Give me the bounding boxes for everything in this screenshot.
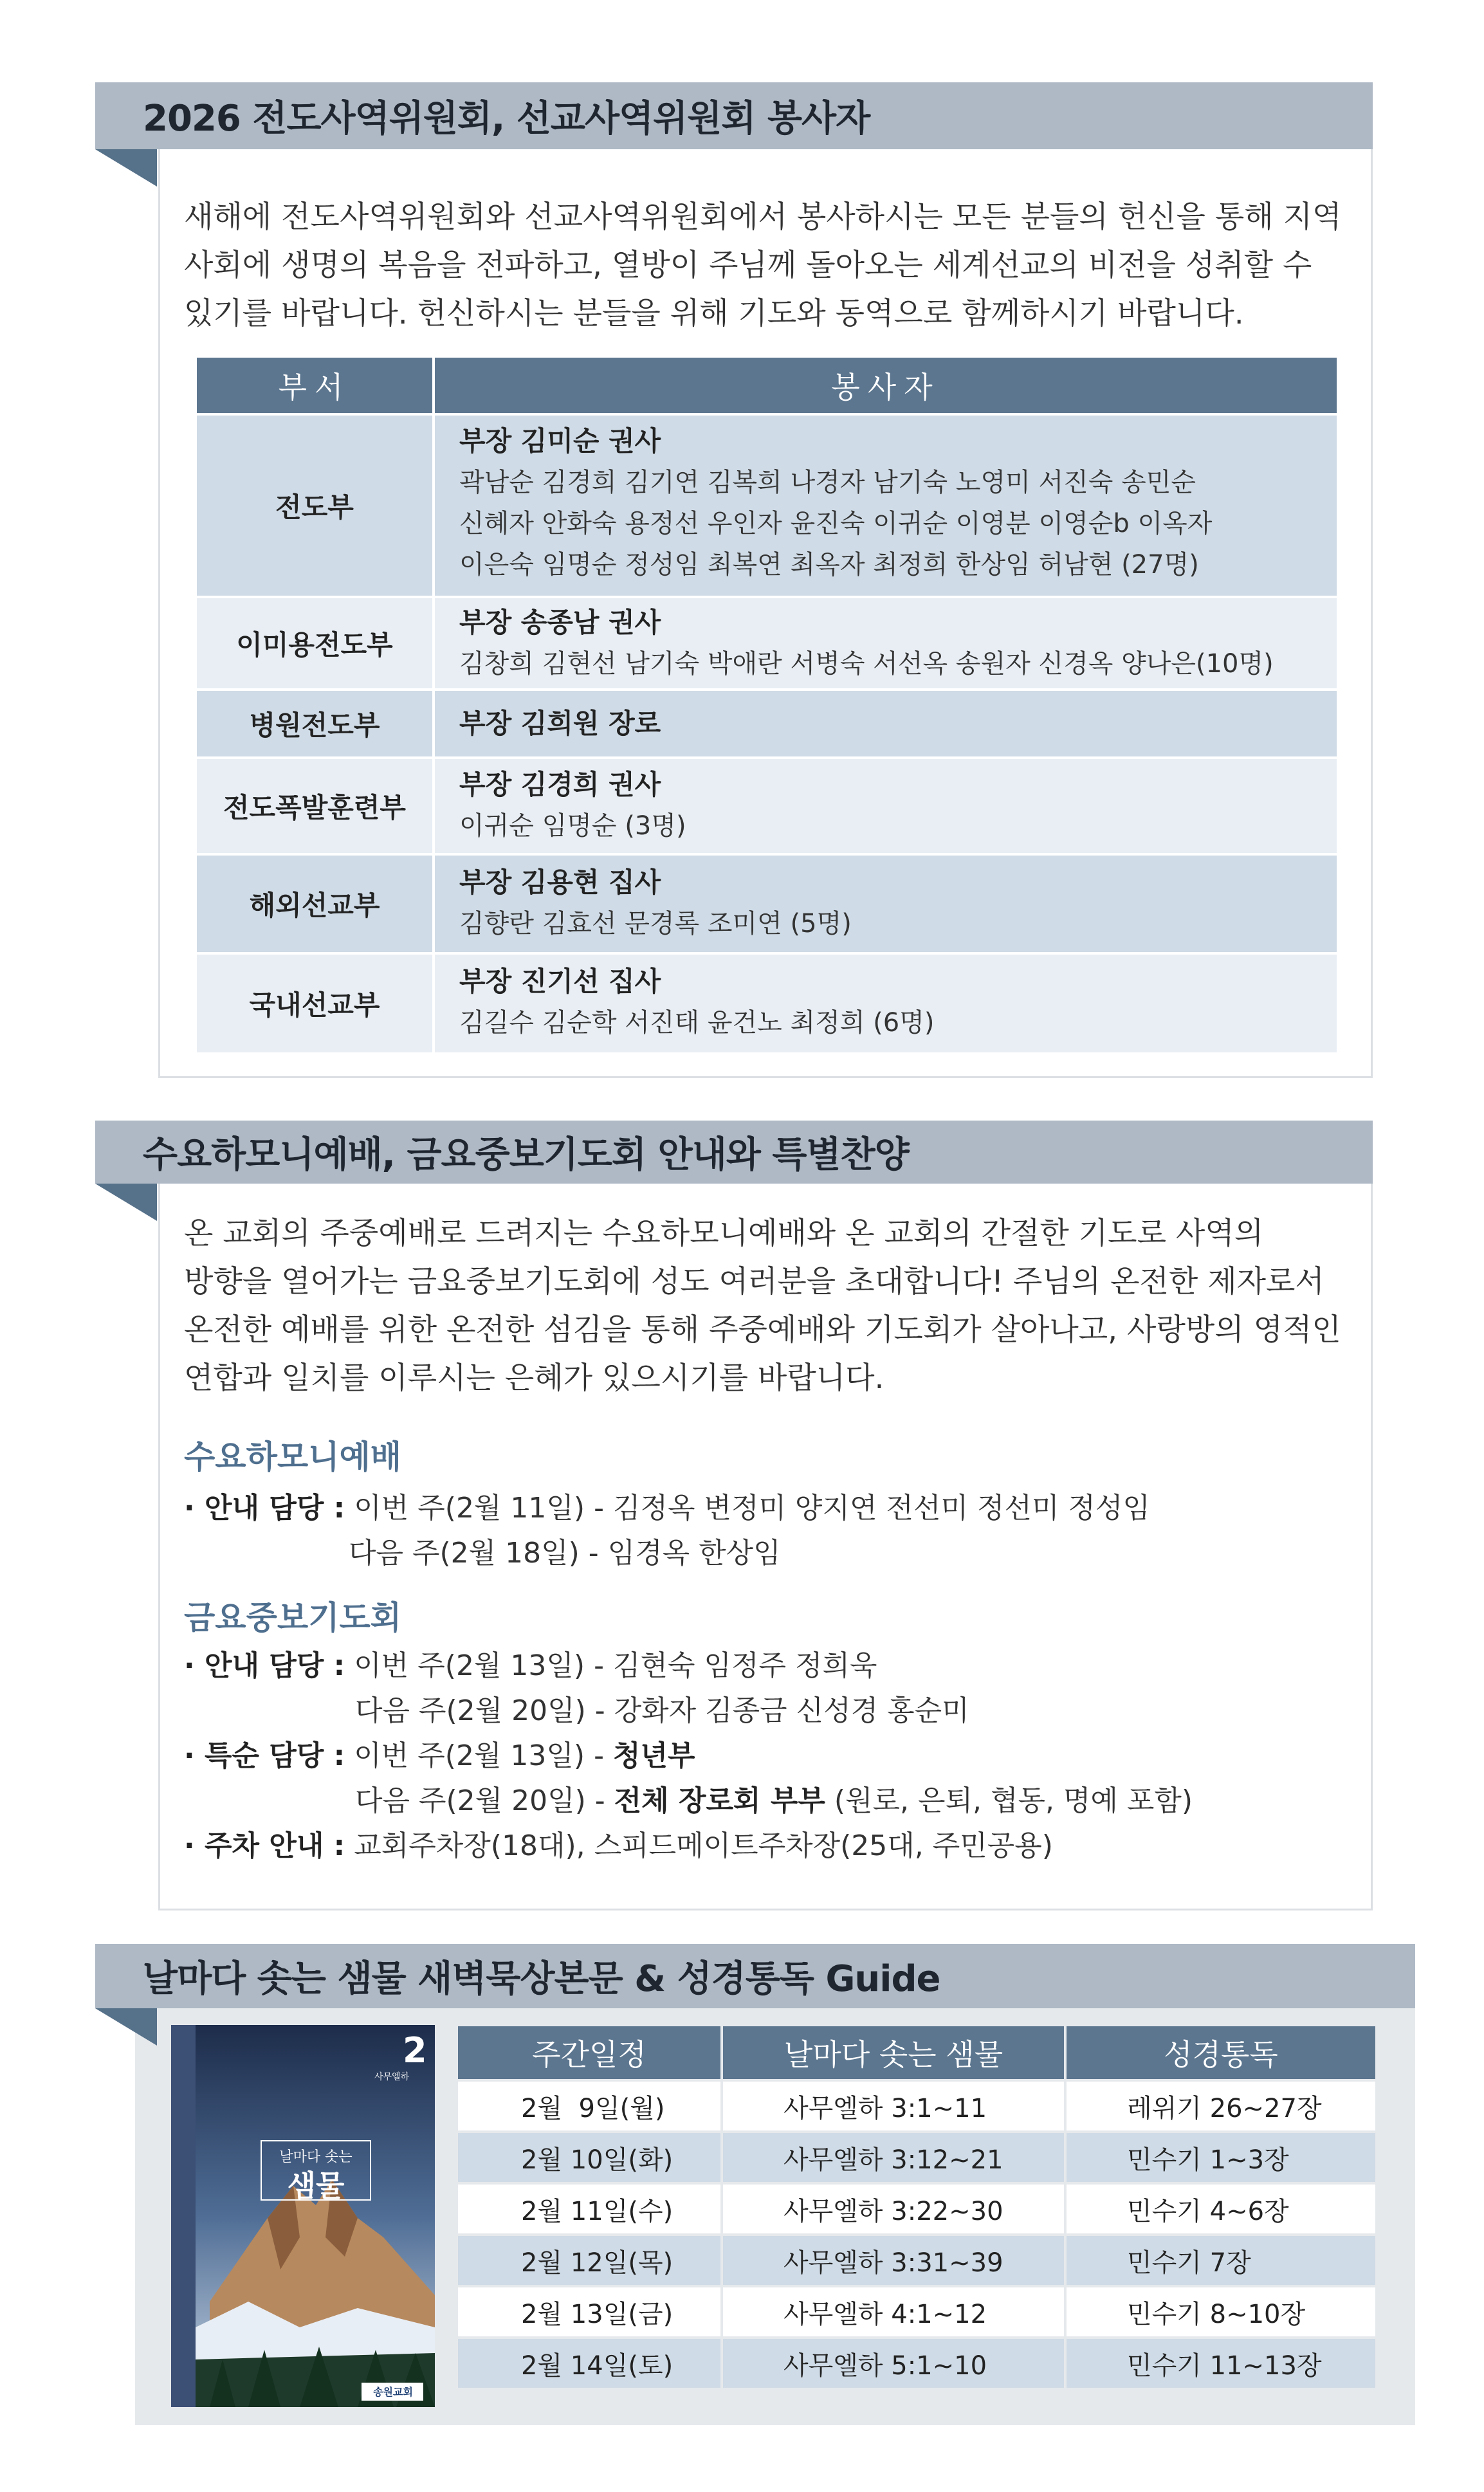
volunteer-cell bbox=[435, 691, 1337, 756]
book-volume-label: 사무엘하 bbox=[374, 2072, 410, 2082]
guide-next-week: 다음 주(2월 18일) - 임경옥 한상임 bbox=[349, 1537, 781, 1570]
intro-line: 온 교회의 주중예배로 드려지는 수요하모니예배와 온 교회의 간절한 기도로 사역의 bbox=[184, 1216, 1264, 1251]
dept-cell: 해외선교부 bbox=[197, 856, 432, 952]
song-label: · 특순 담당 : bbox=[184, 1739, 345, 1772]
book-publisher: 송원교회 bbox=[373, 2386, 413, 2398]
volunteer-cell bbox=[435, 955, 1337, 1052]
guide-this-week: 이번 주(2월 13일) - 김현숙 임정주 정희욱 bbox=[354, 1649, 877, 1682]
devotional-passage-cell: 사무엘하 4:1~12 bbox=[783, 2299, 987, 2329]
dept-cell: 병원전도부 bbox=[197, 691, 432, 756]
fri-prayer-title: 금요중보기도회 bbox=[184, 1599, 402, 1636]
volunteer-cell bbox=[435, 598, 1337, 688]
dept-cell: 이미용전도부 bbox=[197, 598, 432, 688]
section2-title-bar bbox=[95, 1121, 1373, 1184]
members-line: 이귀순 임명순 (3명) bbox=[459, 811, 686, 841]
leader: 부장 김경희 권사 bbox=[459, 769, 661, 800]
bible-reading-cell: 민수기 4~6장 bbox=[1127, 2196, 1289, 2226]
intro-line: 방향을 열어가는 금요중보기도회에 성도 여러분을 초대합니다! 주님의 온전한 제자로서 bbox=[184, 1264, 1324, 1299]
song-next-prefix: 다음 주(2월 20일) - bbox=[355, 1784, 614, 1817]
date-cell: 2월 9일(월) bbox=[521, 2093, 665, 2123]
song-next-team: 전체 장로회 부부 bbox=[614, 1784, 825, 1817]
devotional-passage-cell: 사무엘하 5:1~10 bbox=[783, 2350, 987, 2381]
table-header-bible-reading: 성경통독 bbox=[1067, 2026, 1375, 2079]
bible-reading-cell: 레위기 26~27장 bbox=[1127, 2093, 1322, 2123]
bible-reading-cell: 민수기 1~3장 bbox=[1127, 2145, 1289, 2175]
leader: 부장 송종남 권사 bbox=[459, 607, 661, 638]
dept-cell: 국내선교부 bbox=[197, 955, 432, 1052]
parking-text: 교회주차장(18대), 스피드메이트주차장(25대, 주민공용) bbox=[354, 1829, 1053, 1862]
members-line: 이은숙 임명순 정성임 최복연 최옥자 최정희 한상임 허남현 (27명) bbox=[459, 550, 1199, 580]
parking-label: · 주차 안내 : bbox=[184, 1829, 345, 1862]
section1-title-bar bbox=[95, 82, 1373, 149]
devotional-book-cover bbox=[171, 2025, 435, 2407]
leader: 부장 진기선 집사 bbox=[459, 966, 661, 997]
devotional-passage-cell: 사무엘하 3:12~21 bbox=[783, 2145, 1003, 2175]
members-line: 신혜자 안화숙 용정선 우인자 윤진숙 이귀순 이영분 이영순b 이옥자 bbox=[459, 509, 1213, 538]
song-this-prefix: 이번 주(2월 13일) - bbox=[354, 1739, 613, 1772]
section1-intro bbox=[184, 193, 1356, 338]
members-line: 김향란 김효선 문경록 조미연 (5명) bbox=[459, 909, 852, 939]
section2-intro bbox=[184, 1209, 1356, 1402]
members-line: 김길수 김순학 서진태 윤건노 최정희 (6명) bbox=[459, 1008, 935, 1038]
book-volume-number: 2 bbox=[403, 2030, 427, 2071]
table-header-dept: 부서 bbox=[197, 358, 432, 413]
date-cell: 2월 10일(화) bbox=[521, 2145, 673, 2175]
members-line: 곽남순 김경희 김기연 김복희 나경자 남기숙 노영미 서진숙 송민순 bbox=[459, 468, 1196, 497]
section2-title: 수요하모니예배, 금요중보기도회 안내와 특별찬양 bbox=[143, 1134, 909, 1176]
leader: 부장 김용현 집사 bbox=[459, 866, 661, 898]
leader: 부장 김희원 장로 bbox=[459, 708, 661, 739]
leader: 부장 김미순 권사 bbox=[459, 425, 661, 457]
section3-title: 날마다 솟는 샘물 새벽묵상본문 & 성경통독 Guide bbox=[143, 1958, 940, 2000]
table-header-schedule: 주간일정 bbox=[458, 2026, 720, 2079]
devotional-passage-cell: 사무엘하 3:22~30 bbox=[783, 2196, 1003, 2226]
column-divider bbox=[720, 2082, 723, 2388]
bible-reading-cell: 민수기 8~10장 bbox=[1127, 2299, 1306, 2329]
song-next-note: (원로, 은퇴, 협동, 명예 포함) bbox=[825, 1784, 1193, 1817]
section3-fold bbox=[95, 2008, 157, 2046]
guide-next-week: 다음 주(2월 20일) - 강화자 김종금 신성경 홍순미 bbox=[355, 1694, 969, 1727]
devotional-passage-cell: 사무엘하 3:1~11 bbox=[783, 2093, 987, 2123]
date-cell: 2월 12일(목) bbox=[521, 2248, 673, 2278]
song-this-team: 청년부 bbox=[612, 1739, 695, 1772]
intro-line: 새해에 전도사역위원회와 선교사역위원회에서 봉사하시는 모든 분들의 헌신을 통해 지역 bbox=[184, 199, 1342, 235]
wed-guide bbox=[184, 1486, 1150, 1576]
guide-this-week: 이번 주(2월 11일) - 김정옥 변정미 양지연 전선미 정선미 정성임 bbox=[354, 1492, 1150, 1525]
table-header-devotional: 날마다 솟는 샘물 bbox=[723, 2026, 1064, 2079]
intro-line: 있기를 바랍니다. 헌신하시는 분들을 위해 기도와 동역으로 함께하시기 바랍니다. bbox=[184, 296, 1244, 331]
volunteer-cell bbox=[435, 856, 1337, 952]
bible-reading-cell: 민수기 7장 bbox=[1127, 2248, 1251, 2278]
fri-schedule bbox=[184, 1644, 1193, 1869]
section3-title-bar bbox=[95, 1944, 1415, 2008]
dept-cell: 전도폭발훈련부 bbox=[197, 759, 432, 853]
guide-label: · 안내 담당 : bbox=[184, 1649, 345, 1682]
devotional-passage-cell: 사무엘하 3:31~39 bbox=[783, 2248, 1003, 2278]
volunteer-cell bbox=[435, 759, 1337, 853]
volunteer-cell bbox=[435, 416, 1337, 596]
members-line: 김창희 김현선 남기숙 박애란 서병숙 서선옥 송원자 신경옥 양나은(10명) bbox=[459, 649, 1274, 679]
date-cell: 2월 11일(수) bbox=[521, 2196, 673, 2226]
guide-label: · 안내 담당 : bbox=[184, 1492, 345, 1525]
book-title-small: 날마다 솟는 bbox=[279, 2149, 353, 2165]
intro-line: 연합과 일치를 이루시는 은혜가 있으시기를 바랍니다. bbox=[184, 1361, 884, 1396]
section2-fold bbox=[95, 1184, 157, 1221]
intro-line: 온전한 예배를 위한 온전한 섬김을 통해 주중예배와 기도회가 살아나고, 사랑방의 영적인 bbox=[184, 1312, 1341, 1348]
date-cell: 2월 14일(토) bbox=[521, 2350, 673, 2381]
section1-title: 2026 전도사역위원회, 선교사역위원회 봉사자 bbox=[143, 98, 870, 140]
bible-reading-cell: 민수기 11~13장 bbox=[1127, 2350, 1322, 2381]
dept-cell: 전도부 bbox=[197, 416, 432, 596]
column-divider bbox=[1064, 2082, 1067, 2388]
intro-line: 사회에 생명의 복음을 전파하고, 열방이 주님께 돌아오는 세계선교의 비전을 성취할 수 bbox=[184, 248, 1312, 283]
section1-fold bbox=[95, 149, 157, 187]
book-title-big: 샘물 bbox=[287, 2168, 345, 2203]
table-header-volunteers: 봉사자 bbox=[435, 358, 1337, 413]
wed-service-title: 수요하모니예배 bbox=[184, 1438, 402, 1476]
date-cell: 2월 13일(금) bbox=[521, 2299, 673, 2329]
